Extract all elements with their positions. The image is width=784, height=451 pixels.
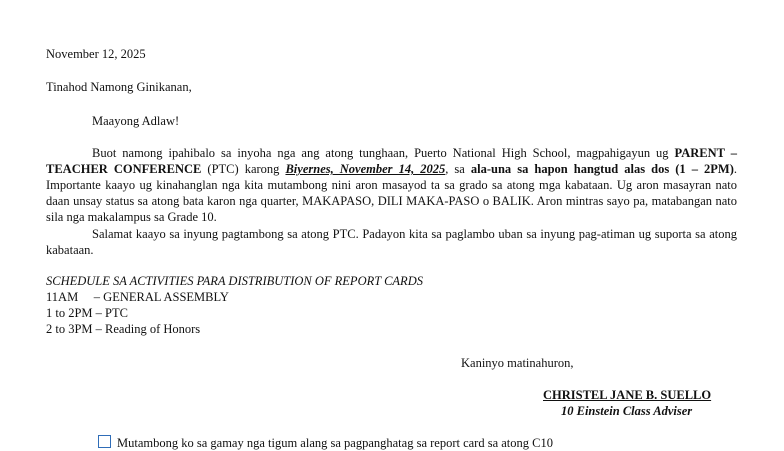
letter-salutation: Tinahod Namong Ginikanan, — [46, 80, 192, 94]
p1-ptc-title: PARENT – TEACHER CONFERENCE — [46, 146, 737, 176]
p1-text-g: . Importante kaayo ug kinahanglan nga kita mutambong nini aron masayod ta sa grado sa atong mga kabataan. Ug aron masayran nato daan unsay status sa atong bata karon nga quarter, MAKAPASO, DILI MAKA-PASO o BALIK. Aron mintras sayo pa, matabangan nato sila nga makalampus sa Grade 10. — [46, 162, 737, 224]
schedule-item-1: 11AM – GENERAL ASSEMBLY — [46, 290, 229, 304]
paragraph-main — [46, 145, 737, 225]
attendance-checkbox[interactable] — [98, 435, 111, 448]
signatory-title: 10 Einstein Class Adviser — [561, 404, 693, 418]
p1-date: Biyernes, November 14, 2025 — [285, 162, 446, 176]
letter-greeting: Maayong Adlaw! — [92, 114, 180, 128]
signatory-name: CHRISTEL JANE B. SUELLO — [543, 388, 712, 402]
p1-text-e: , sa — [445, 162, 471, 176]
schedule-heading: SCHEDULE SA ACTIVITIES PARA DISTRIBUTION OF REPORT CARDS — [46, 274, 423, 288]
paragraph-thanks: Salamat kaayo sa inyung pagtambong sa atong PTC. Padayon kita sa paglambo uban sa inyung pag-atiman ug suporta sa atong kabataan. — [46, 227, 737, 257]
p1-time: ala-una sa hapon hangtud alas dos (1 – 2PM) — [470, 162, 734, 176]
letter-date: November 12, 2025 — [46, 47, 146, 61]
schedule-item-3: 2 to 3PM – Reading of Honors — [46, 322, 201, 336]
p1-text-c: (PTC) karong — [201, 162, 286, 176]
schedule-item-2: 1 to 2PM – PTC — [46, 306, 128, 320]
p1-text-a: Buot namong ipahibalo sa inyoha nga ang atong tunghaan, Puerto National High School, magpahigayun ug — [92, 146, 675, 160]
attendance-text: Mutambong ko sa gamay nga tigum alang sa pagpanghatag sa report card sa atong C10 — [117, 436, 553, 450]
closing-line: Kaninyo matinahuron, — [461, 356, 574, 370]
